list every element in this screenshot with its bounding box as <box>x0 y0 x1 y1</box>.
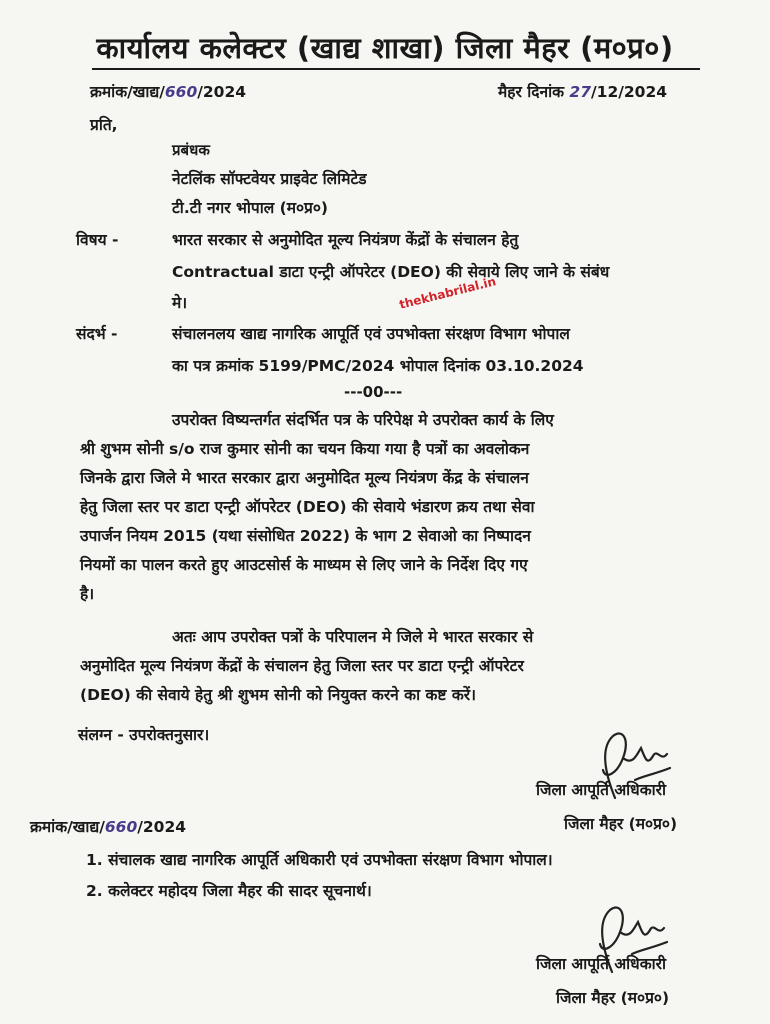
enclosure-note: संलग्न - उपरोक्तनुसार। <box>78 726 210 744</box>
office-title: कार्यालय कलेक्टर (खाद्य शाखा) जिला मैहर (म०प्र०) <box>96 31 674 65</box>
recipient-address: टी.टी नगर भोपाल (म०प्र०) <box>172 199 329 217</box>
handwritten-copy-ref-number: 660 <box>104 818 138 836</box>
recipient-designation: प्रबंधक <box>172 141 210 159</box>
paragraph-line: उपार्जन नियम 2015 (यथा संसोधित 2022) के भाग 2 सेवाओ का निष्पादन <box>80 527 531 545</box>
subject-line: भारत सरकार से अनुमोदित मूल्य नियंत्रण केंद्रों के संचालन हेतु <box>172 231 519 249</box>
subject-line: मे। <box>172 294 188 312</box>
signatory-district-2: जिला मैहर (म०प्र०) <box>556 989 670 1007</box>
subject-label: विषय - <box>76 231 119 249</box>
signatory-title-1: जिला आपूर्ति अधिकारी <box>536 781 666 799</box>
handwritten-date-day: 27 <box>569 83 591 101</box>
signatory-district-1: जिला मैहर (म०प्र०) <box>564 815 678 833</box>
copy-list-item: 2. कलेक्टर महोदय जिला मैहर की सादर सूचनार्थ। <box>86 882 372 900</box>
paragraph-line: अतः आप उपरोक्त पत्रों के परिपालन मे जिले मे भारत सरकार से <box>172 628 534 646</box>
title-underline <box>92 68 700 70</box>
signatory-title-2: जिला आपूर्ति अधिकारी <box>536 955 666 973</box>
recipient-company: नेटलिंक सॉफ्टवेयर प्राइवेट लिमिटेड <box>172 170 367 188</box>
reference-label: संदर्भ - <box>76 325 118 343</box>
body-paragraph-1 <box>80 406 554 609</box>
website-watermark: thekhabrilal.in <box>397 274 498 312</box>
copy-reference-number: क्रमांक/खाद्य/660/2024 <box>30 818 187 836</box>
letter-date: मैहर दिनांक 27/12/2024 <box>498 83 668 101</box>
paragraph-line: नियमों का पालन करते हुए आउटसोर्स के माध्यम से लिए जाने के निर्देश दिए गए <box>80 556 528 574</box>
reference-line: संचालनलय खाद्य नागरिक आपूर्ति एवं उपभोक्ता संरक्षण विभाग भोपाल <box>172 325 570 343</box>
paragraph-line: (DEO) की सेवाये हेतु श्री शुभम सोनी को नियुक्त करने का कष्ट करें। <box>80 686 476 704</box>
paragraph-line: है। <box>80 585 95 603</box>
handwritten-ref-number: 660 <box>164 83 198 101</box>
separator: ---00--- <box>344 383 403 401</box>
paragraph-line: अनुमोदित मूल्य नियंत्रण केंद्रों के संचालन हेतु जिला स्तर पर डाटा एन्ट्री ऑपरेटर <box>80 657 524 675</box>
paragraph-line: श्री शुभम सोनी s/o राज कुमार सोनी का चयन किया गया है पत्रों का अवलोकन <box>80 440 530 458</box>
paragraph-line: जिनके द्वारा जिले मे भारत सरकार द्वारा अनुमोदित मूल्य नियंत्रण केंद्र के संचालन <box>80 469 529 487</box>
paragraph-line: उपरोक्त विष्यन्तर्गत संदर्भित पत्र के परिपेक्ष मे उपरोक्त कार्य के लिए <box>172 411 554 429</box>
body-paragraph-2 <box>80 623 533 710</box>
prati-label: प्रति, <box>90 116 118 134</box>
reference-line: का पत्र क्रमांक 5199/PMC/2024 भोपाल दिनांक 03.10.2024 <box>172 357 584 375</box>
paragraph-line: हेतु जिला स्तर पर डाटा एन्ट्री ऑपरेटर (DEO) की सेवाये भंडारण क्रय तथा सेवा <box>80 498 535 516</box>
copy-list-item: 1. संचालक खाद्य नागरिक आपूर्ति अधिकारी एवं उपभोक्ता संरक्षण विभाग भोपाल। <box>86 851 553 869</box>
reference-number: क्रमांक/खाद्य/660/2024 <box>90 83 247 101</box>
subject-line: Contractual डाटा एन्ट्री ऑपरेटर (DEO) की सेवाये लिए जाने के संबंध <box>172 263 610 281</box>
